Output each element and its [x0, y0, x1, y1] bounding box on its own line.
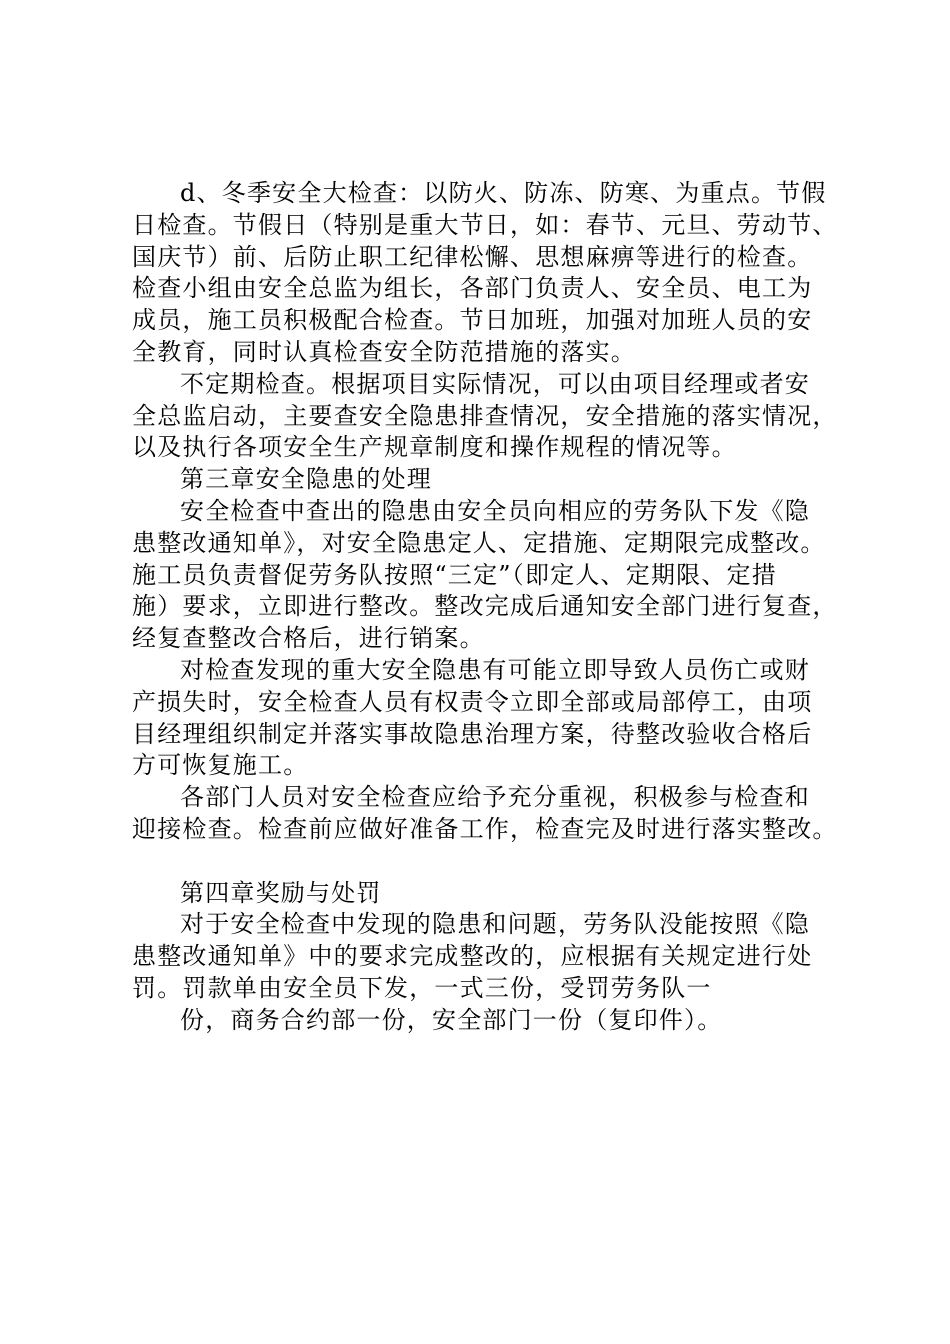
text-line: 对于安全检查中发现的隐患和问题，劳务队没能按照《隐 — [180, 910, 810, 939]
text-line: 患整改通知单》，对安全隐患定人、定措施、定期限完成整改。 — [132, 528, 826, 557]
text-line: 罚。罚款单由安全员下发，一式三份，受罚劳务队一 — [132, 973, 712, 1002]
text-line: 施工员负责督促劳务队按照“三定”（即定人、定期限、定措 — [132, 560, 777, 589]
chapter-heading: 第三章安全隐患的处理 — [180, 465, 432, 494]
text-line: 施）要求，立即进行整改。整改完成后通知安全部门进行复查， — [132, 592, 838, 621]
text-line: 迎接检查。检查前应做好准备工作，检查完及时进行落实整改。 — [132, 814, 838, 843]
text-line: 各部门人员对安全检查应给予充分重视，积极参与检查和 — [180, 783, 810, 812]
text-line: 经复查整改合格后，进行销案。 — [132, 624, 485, 653]
text-line: 份，商务合约部一份，安全部门一份（复印件）。 — [180, 1005, 723, 1034]
text-line: 全教育，同时认真检查安全防范措施的落实。 — [132, 337, 636, 366]
text-line: 以及执行各项安全生产规章制度和操作规程的情况等。 — [132, 433, 737, 462]
text-line: 成员，施工员积极配合检查。节日加班，加强对加班人员的安 — [132, 306, 813, 335]
document-body — [132, 178, 838, 1037]
paragraph-gap — [132, 846, 832, 878]
text-line: 产损失时，安全检查人员有权责令立即全部或局部停工，由项 — [132, 687, 813, 716]
text-line: 国庆节）前、后防止职工纪律松懈、思想麻痹等进行的检查。 — [132, 242, 813, 271]
text-line: 日检查。节假日（特别是重大节日，如：春节、元旦、劳动节、 — [132, 210, 838, 239]
text-line: 全总监启动，主要查安全隐患排查情况，安全措施的落实情况， — [132, 401, 838, 430]
text-line: 患整改通知单》中的要求完成整改的，应根据有关规定进行处 — [132, 942, 813, 971]
text-line: 安全检查中查出的隐患由安全员向相应的劳务队下发《隐 — [180, 496, 810, 525]
text-line: 不定期检查。根据项目实际情况，可以由项目经理或者安 — [180, 369, 810, 398]
chapter-heading: 第四章奖励与处罚 — [180, 878, 382, 907]
text-line: 方可恢复施工。 — [132, 751, 309, 780]
text-line: 检查小组由安全总监为组长，各部门负责人、安全员、电工为 — [132, 274, 813, 303]
text-line: 目经理组织制定并落实事故隐患治理方案，待整改验收合格后 — [132, 719, 813, 748]
text-line: d、冬季安全大检查：以防火、防冻、防寒、为重点。节假 — [180, 179, 827, 207]
text-line: 对检查发现的重大安全隐患有可能立即导致人员伤亡或财 — [180, 655, 810, 684]
